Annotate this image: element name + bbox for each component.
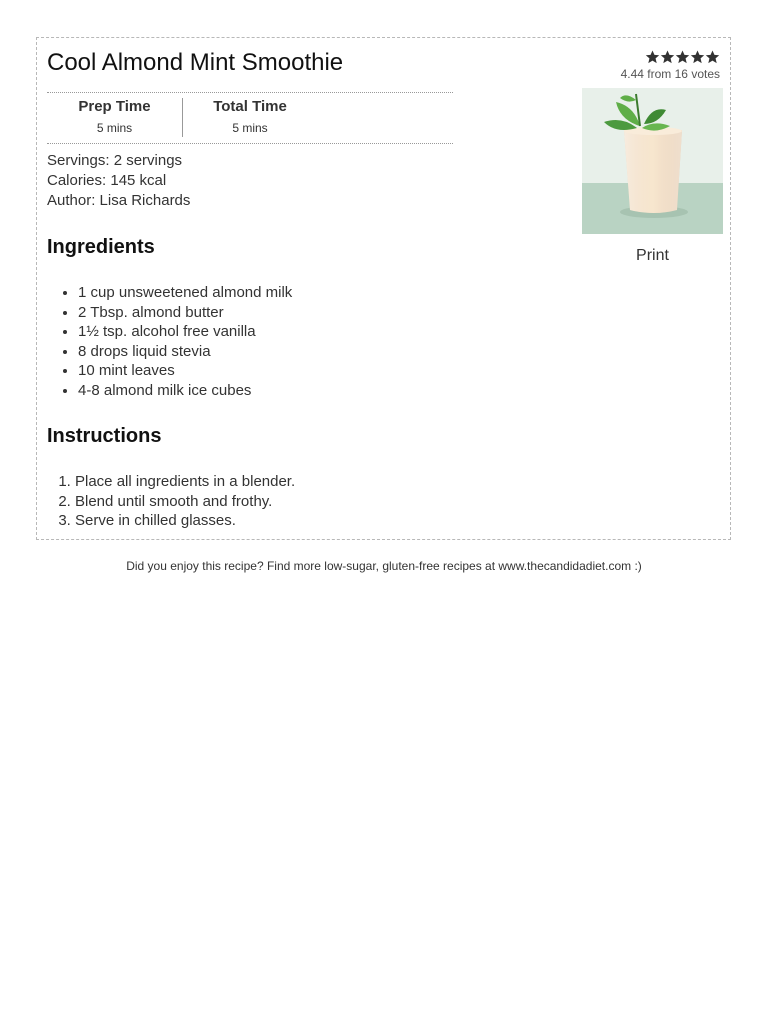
prep-time-value: 5 mins [96, 121, 133, 135]
author: Author: Lisa Richards [47, 192, 191, 209]
footer-note: Did you enjoy this recipe? Find more low-sugar, gluten-free recipes at www.thecandidadiet.com :) [126, 559, 642, 573]
calories: Calories: 145 kcal [47, 172, 167, 189]
recipe-card [36, 37, 731, 540]
ingredient-item: • 1½ tsp. alcohol free vanilla [78, 322, 292, 342]
servings: Servings: 2 servings [47, 152, 183, 169]
recipe-rating[interactable] [621, 49, 720, 81]
instruction-step: 2. Blend until smooth and frothy. [75, 492, 295, 512]
ingredient-item: • 1 cup unsweetened almond milk [78, 283, 292, 303]
rating-stars[interactable] [621, 49, 720, 67]
print-button[interactable]: Print [636, 247, 669, 264]
total-time-label: Total Time [213, 98, 287, 115]
star-icon[interactable] [690, 49, 705, 65]
rating-summary: 4.44 from 16 votes [620, 67, 720, 81]
star-icon[interactable] [645, 49, 660, 65]
ingredient-item: • 10 mint leaves [78, 361, 292, 381]
ingredients-list [47, 283, 292, 401]
smoothie-illustration [582, 88, 723, 234]
smoothie-photo [582, 88, 723, 234]
star-icon[interactable] [660, 49, 675, 65]
ingredient-item: • 8 drops liquid stevia [78, 342, 292, 362]
recipe-meta [47, 151, 190, 211]
instructions-list [47, 472, 295, 531]
recipe-title: Cool Almond Mint Smoothie [47, 49, 344, 76]
total-time-value: 5 mins [232, 121, 268, 135]
star-icon[interactable] [675, 49, 690, 65]
ingredient-item: • 2 Tbsp. almond butter [78, 303, 292, 323]
prep-time-label: Prep Time [78, 98, 151, 115]
ingredients-heading: Ingredients [47, 236, 155, 258]
prep-time [47, 93, 182, 143]
recipe-times [47, 92, 453, 144]
total-time [182, 98, 317, 137]
ingredient-item: • 4-8 almond milk ice cubes [78, 381, 292, 401]
star-icon[interactable] [705, 49, 720, 65]
instructions-heading: Instructions [47, 425, 162, 447]
instruction-step: 1. Place all ingredients in a blender. [75, 472, 295, 492]
instruction-step: 3. Serve in chilled glasses. [75, 511, 295, 531]
